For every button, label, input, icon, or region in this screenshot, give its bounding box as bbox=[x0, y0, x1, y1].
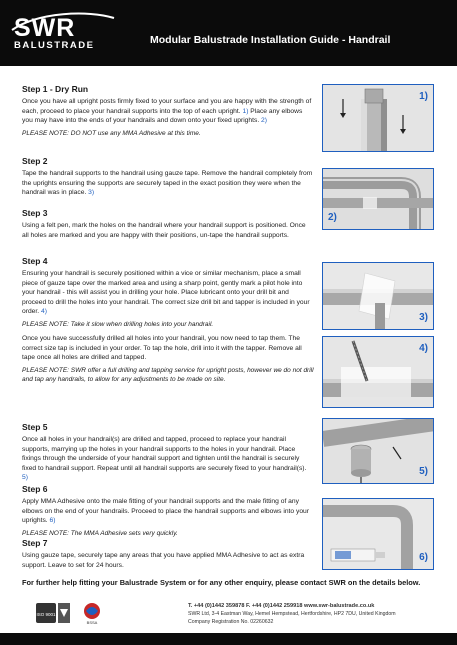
step-2-title: Step 2 bbox=[22, 156, 48, 166]
step-6-title: Step 6 bbox=[22, 484, 48, 494]
step-3-title: Step 3 bbox=[22, 208, 48, 218]
photo-5-number: 5) bbox=[419, 466, 428, 477]
photo-1-number: 1) bbox=[419, 91, 428, 102]
contact-details bbox=[188, 602, 448, 626]
photo-5 bbox=[322, 418, 434, 484]
step-1-title: Step 1 - Dry Run bbox=[22, 84, 89, 94]
contact-phone-web: T. +44 (0)1442 359878 F. +44 (0)1442 259918 www.swr-balustrade.co.uk bbox=[188, 603, 375, 609]
step-4-text-b: Once you have successfully drilled all holes into your handrail, you now need to tap them. The correct size tap is included in your order. To tap the hole, drill into it with the tapper. Remove all tape once all holes are drilled and tapped. bbox=[22, 335, 302, 361]
photo-6 bbox=[322, 498, 434, 570]
step-1 bbox=[22, 84, 314, 138]
step-7-title: Step 7 bbox=[22, 538, 48, 548]
step-2-text: Tape the handrail supports to the handrail using gauze tape. Remove the handrail completely from the uprights ensuring the supports are securely taped in the exact position they were when the handrail was in place. 3) bbox=[22, 170, 313, 196]
handrail-elbow-image bbox=[323, 169, 434, 230]
photo-4 bbox=[322, 336, 434, 408]
step-4-title: Step 4 bbox=[22, 256, 48, 266]
step-4-text: Ensuring your handrail is securely positioned within a vice or similar mechanism, place a small piece of gauze tape over the marked area and using a sharp point, gently mark a pilot hole into your handrail - this will assist you in drilling your hole. Place lubricant onto your drill bit and proceed to drill the holes into your handrail. The correct size drill bit and tapper is included in your order. 4) bbox=[22, 270, 310, 315]
logo-main-text: SWR bbox=[14, 14, 76, 42]
handrail-support-image bbox=[323, 419, 434, 484]
bssa-logo-text: BSSA bbox=[86, 620, 98, 625]
page-header bbox=[0, 0, 457, 66]
step-3 bbox=[22, 208, 314, 240]
step-4-note: PLEASE NOTE: Take it slow when drilling holes into your handrail. bbox=[22, 320, 214, 328]
photo-4-number: 4) bbox=[419, 343, 428, 354]
step-5-text: Once all holes in your handrail(s) are drilled and tapped, proceed to replace your handrail supports, marrying up the holes in your handrail supports to the holes in your handrail. Place fixings through the underside of your handrail support and tighten until the handrail is securely fixed to handrail support. Repeat until all handrail supports are securely fixed to your handrail(s). 5) bbox=[22, 436, 307, 481]
contact-address: SWR Ltd, 3-4 Eastman Way, Hemel Hempstead, Hertfordshire, HP2 7DU, United Kingdom bbox=[188, 611, 396, 617]
step-2 bbox=[22, 156, 314, 198]
photo-6-number: 6) bbox=[419, 552, 428, 563]
step-3-text: Using a felt pen, mark the holes on the handrail where your handrail support is positioned. Once all holes are marked and you are happy with their positions, un-tape the handrail supports. bbox=[22, 222, 306, 239]
step-6 bbox=[22, 484, 314, 538]
logo-sub-text: BALUSTRADE bbox=[14, 40, 95, 51]
photo-1 bbox=[322, 84, 434, 152]
step-1-note: PLEASE NOTE: DO NOT use any MMA Adhesive at this time. bbox=[22, 129, 201, 137]
taped-handrail-image bbox=[323, 263, 434, 330]
step-6-note: PLEASE NOTE: The MMA Adhesive sets very quickly. bbox=[22, 529, 178, 537]
accreditation-logos bbox=[36, 601, 106, 625]
iso-logo-text: ISO 9001 bbox=[36, 612, 56, 617]
step-7 bbox=[22, 538, 314, 570]
document-title: Modular Balustrade Installation Guide - Handrail bbox=[150, 34, 391, 46]
photo-2 bbox=[322, 168, 434, 230]
upright-post-image bbox=[323, 85, 434, 152]
swr-logo bbox=[14, 16, 94, 52]
drilling-image bbox=[323, 337, 434, 408]
photo-3-number: 3) bbox=[419, 312, 428, 323]
step-7-text: Using gauze tape, securely tape any areas that you have applied MMA Adhesive to act as extra support. Leave to set for 24 hours. bbox=[22, 552, 305, 569]
photo-3 bbox=[322, 262, 434, 330]
enquiry-text: For further help fitting your Balustrade System or for any other enquiry, please contact SWR on the details below. bbox=[22, 578, 421, 587]
step-5-title: Step 5 bbox=[22, 422, 48, 432]
step-4 bbox=[22, 256, 314, 385]
step-6-text: Apply MMA Adhesive onto the male fitting of your handrail supports and the male fitting of any elbows on the end of your handrails. Proceed to place the handrail supports and elbows into your uprights. 6) bbox=[22, 498, 310, 524]
step-4-note-b: PLEASE NOTE: SWR offer a full drilling and tapping service for upright posts, however we do not drill and tap any handrails, to allow for any adjustments to be made on site. bbox=[22, 366, 314, 383]
step-5 bbox=[22, 422, 314, 483]
adhesive-application-image bbox=[323, 499, 434, 570]
footer-bar bbox=[0, 633, 457, 645]
company-registration: Company Registration No. 02260632 bbox=[188, 619, 274, 625]
photo-2-number: 2) bbox=[328, 212, 337, 223]
step-1-text: Once you have all upright posts firmly fixed to your surface and you are happy with the strength of each, proceed to place your handrail supports into the top of each upright. 1) Place any elbows you may have into the ends of your handrails and down onto your fixed uprights. 2) bbox=[22, 98, 312, 124]
